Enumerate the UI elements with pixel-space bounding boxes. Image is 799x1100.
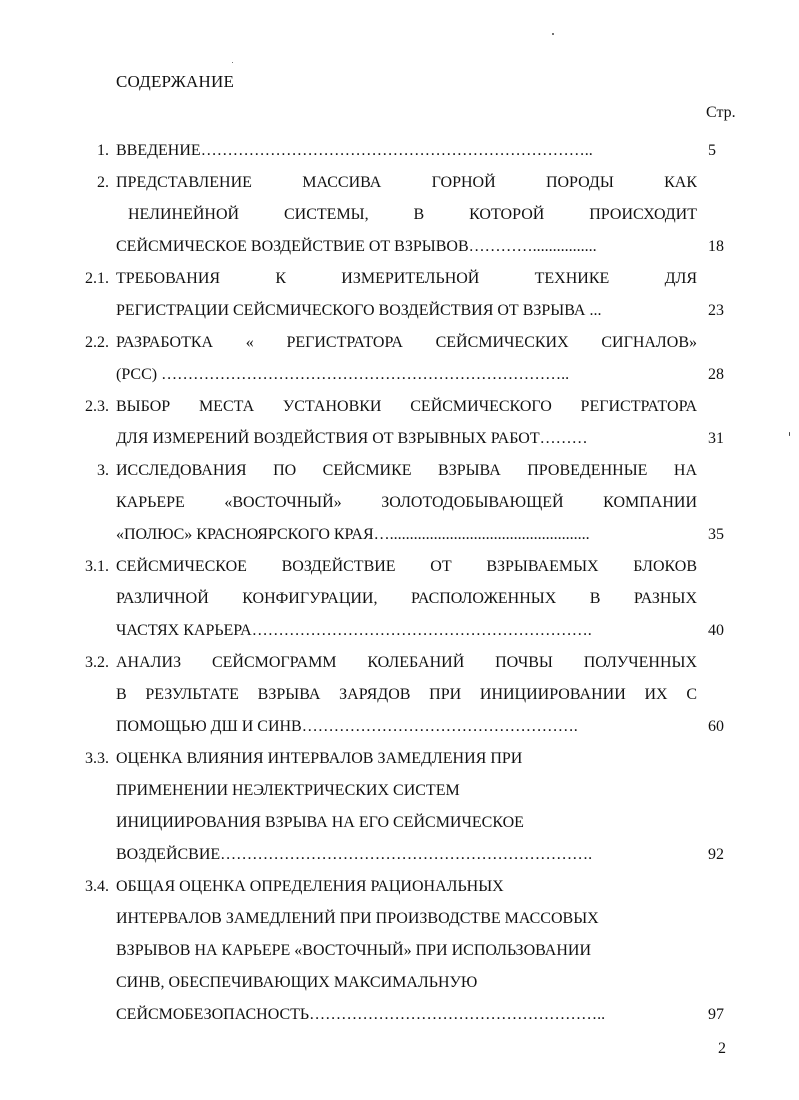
toc-entry (0, 743, 799, 871)
toc-entry-line: ВВЕДЕНИЕ……………………………………………………………….. (116, 142, 593, 159)
toc-entry-page: 5 (708, 142, 716, 159)
toc-entry-line: ОЦЕНКА ВЛИЯНИЯ ИНТЕРВАЛОВ ЗАМЕДЛЕНИЯ ПРИ (116, 750, 523, 767)
toc-entry-number: 3.1. (85, 558, 109, 575)
scan-speck (552, 33, 554, 35)
toc-entry-number: 3.3. (85, 750, 109, 767)
table-of-contents (0, 135, 799, 1031)
toc-entry-title (116, 647, 697, 743)
toc-entry-title (116, 327, 697, 391)
toc-entry-title (116, 391, 697, 455)
toc-entry-number: 2. (97, 174, 109, 191)
toc-entry (0, 551, 799, 647)
toc-entry-number: 2.1. (85, 270, 109, 287)
toc-entry-number: 2.3. (85, 398, 109, 415)
toc-entry-line: КАРЬЕРЕ «ВОСТОЧНЫЙ» ЗОЛОТОДОБЫВАЮЩЕЙ КОМПАНИИ (116, 494, 697, 511)
toc-entry-title (116, 551, 697, 647)
toc-entry (0, 647, 799, 743)
toc-entry-title (116, 455, 697, 551)
toc-entry-line: СИНВ, ОБЕСПЕЧИВАЮЩИХ МАКСИМАЛЬНУЮ (116, 974, 478, 991)
toc-entry (0, 135, 799, 167)
toc-entry-number: 1. (97, 142, 109, 159)
toc-entry-title (116, 167, 697, 263)
toc-entry-page: 97 (708, 1006, 724, 1023)
page-column-label: Стр. (706, 104, 736, 121)
toc-entry (0, 871, 799, 1031)
toc-entry-line: «ПОЛЮС» КРАСНОЯРСКОГО КРАЯ….................................................. (116, 526, 590, 543)
toc-entry-line: РАЗЛИЧНОЙ КОНФИГУРАЦИИ, РАСПОЛОЖЕННЫХ В РАЗНЫХ (116, 590, 697, 607)
toc-entry-line: ЧАСТЯХ КАРЬЕРА………………………………………………………. (116, 622, 592, 639)
toc-entry-line: ВОЗДЕЙСВИЕ……………………………………………………………. (116, 846, 593, 863)
toc-entry-line: ИНТЕРВАЛОВ ЗАМЕДЛЕНИЙ ПРИ ПРОИЗВОДСТВЕ МАССОВЫХ (116, 910, 599, 927)
toc-entry-number: 3. (97, 462, 109, 479)
toc-entry-page: 18 (708, 238, 724, 255)
toc-entry-line: АНАЛИЗ СЕЙСМОГРАММ КОЛЕБАНИЙ ПОЧВЫ ПОЛУЧЕННЫХ (116, 654, 697, 671)
toc-entry-title (116, 871, 697, 1031)
toc-entry-page: 35 (708, 526, 724, 543)
toc-entry (0, 391, 799, 455)
toc-entry-line: ВЫБОР МЕСТА УСТАНОВКИ СЕЙСМИЧЕСКОГО РЕГИСТРАТОРА (116, 398, 697, 415)
toc-entry-page: 28 (708, 366, 724, 383)
toc-entry-line: ДЛЯ ИЗМЕРЕНИЙ ВОЗДЕЙСТВИЯ ОТ ВЗРЫВНЫХ РАБОТ……… (116, 430, 588, 447)
toc-entry-line: РАЗРАБОТКА « РЕГИСТРАТОРА СЕЙСМИЧЕСКИХ СИГНАЛОВ» (116, 334, 697, 351)
toc-entry-line: ПОМОЩЬЮ ДШ И СИНВ……………………………………………. (116, 718, 578, 735)
toc-entry-page: 92 (708, 846, 724, 863)
toc-entry-line: ТРЕБОВАНИЯ К ИЗМЕРИТЕЛЬНОЙ ТЕХНИКЕ ДЛЯ (116, 270, 697, 287)
toc-entry-line: (РСС) ………………………………………………………………….. (116, 366, 570, 383)
toc-entry-page: 40 (708, 622, 724, 639)
toc-entry-number: 2.2. (85, 334, 109, 351)
toc-entry-number: 3.2. (85, 654, 109, 671)
scan-speck (232, 62, 233, 63)
toc-entry-number: 3.4. (85, 878, 109, 895)
toc-entry-line: ОБЩАЯ ОЦЕНКА ОПРЕДЕЛЕНИЯ РАЦИОНАЛЬНЫХ (116, 878, 504, 895)
toc-entry-line: СЕЙСМОБЕЗОПАСНОСТЬ……………………………………………….. (116, 1006, 606, 1023)
toc-entry-line: СЕЙСМИЧЕСКОЕ ВОЗДЕЙСТВИЕ ОТ ВЗРЫВАЕМЫХ БЛОКОВ (116, 558, 697, 575)
toc-entry-line: ИССЛЕДОВАНИЯ ПО СЕЙСМИКЕ ВЗРЫВА ПРОВЕДЕННЫЕ НА (116, 462, 697, 479)
toc-entry-line: В РЕЗУЛЬТАТЕ ВЗРЫВА ЗАРЯДОВ ПРИ ИНИЦИИРОВАНИИ ИХ С (116, 686, 697, 703)
toc-entry-line: ПРЕДСТАВЛЕНИЕ МАССИВА ГОРНОЙ ПОРОДЫ КАК (116, 174, 697, 191)
toc-entry (0, 263, 799, 327)
toc-entry-title (116, 743, 697, 871)
toc-entry-line: НЕЛИНЕЙНОЙ СИСТЕМЫ, В КОТОРОЙ ПРОИСХОДИТ (128, 206, 697, 223)
toc-entry-line: РЕГИСТРАЦИИ СЕЙСМИЧЕСКОГО ВОЗДЕЙСТВИЯ ОТ ВЗРЫВА ... (116, 302, 602, 319)
toc-entry-title (116, 263, 697, 327)
toc-entry-page: 60 (708, 718, 724, 735)
toc-entry (0, 455, 799, 551)
page-title: СОДЕРЖАНИЕ (116, 72, 235, 91)
toc-entry-title (116, 135, 697, 167)
page-number: 2 (718, 1040, 726, 1057)
toc-entry-line: СЕЙСМИЧЕСКОЕ ВОЗДЕЙСТВИЕ ОТ ВЗРЫВОВ…………................ (116, 238, 597, 255)
toc-entry-line: ПРИМЕНЕНИИ НЕЭЛЕКТРИЧЕСКИХ СИСТЕМ (116, 782, 460, 799)
toc-entry (0, 327, 799, 391)
toc-entry-page: 31 (708, 430, 724, 447)
toc-entry-line: ИНИЦИИРОВАНИЯ ВЗРЫВА НА ЕГО СЕЙСМИЧЕСКОЕ (116, 814, 524, 831)
toc-entry-page: 23 (708, 302, 724, 319)
toc-entry (0, 167, 799, 263)
toc-entry-line: ВЗРЫВОВ НА КАРЬЕРЕ «ВОСТОЧНЫЙ» ПРИ ИСПОЛЬЗОВАНИИ (116, 942, 592, 959)
